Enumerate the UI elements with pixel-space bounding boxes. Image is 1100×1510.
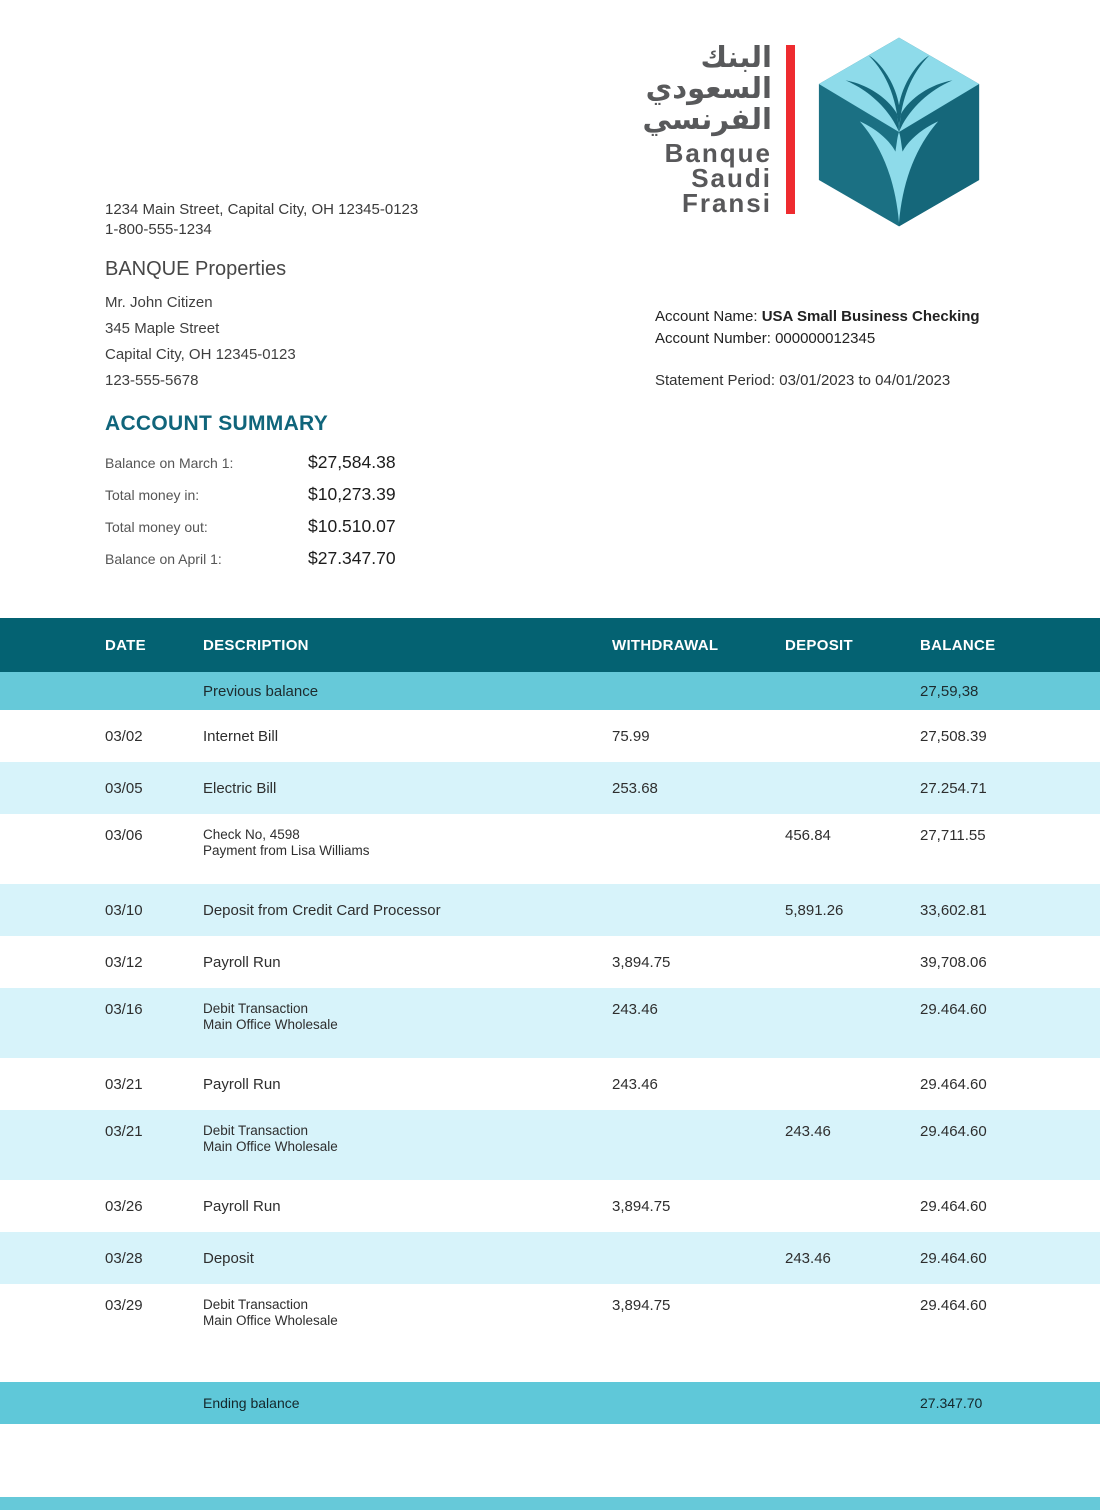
description-line-1: Deposit from Credit Card Processor — [203, 901, 441, 919]
transaction-balance: 39,708.06 — [920, 953, 987, 971]
customer-phone: 123-555-5678 — [105, 372, 199, 389]
description-line-1: Deposit — [203, 1249, 254, 1267]
description-line-2: Main Office Wholesale — [203, 1017, 338, 1032]
column-header-description: DESCRIPTION — [203, 636, 309, 654]
transaction-balance: 29.464.60 — [920, 1123, 987, 1140]
transaction-withdrawal: 243.46 — [612, 1001, 658, 1018]
table-row — [0, 1058, 1100, 1110]
summary-label: Balance on March 1: — [105, 455, 234, 471]
transaction-balance: 29.464.60 — [920, 1075, 987, 1093]
transaction-withdrawal: 3,894.75 — [612, 953, 671, 971]
ending-balance-row — [0, 1382, 1100, 1424]
transaction-description — [203, 827, 612, 859]
summary-value: $10,273.39 — [308, 484, 396, 504]
table-row — [0, 1232, 1100, 1284]
description-line-2: Payment from Lisa Williams — [203, 843, 370, 858]
account-info-block — [655, 306, 980, 392]
transaction-deposit: 243.46 — [785, 1123, 831, 1140]
summary-row — [105, 548, 396, 569]
bank-phone: 1-800-555-1234 — [105, 221, 212, 238]
transaction-description — [203, 902, 612, 919]
table-row — [0, 936, 1100, 988]
transaction-balance: 29.464.60 — [920, 1197, 987, 1215]
arabic-line: الفرنسي — [642, 102, 772, 136]
transaction-date: 03/16 — [105, 1001, 143, 1018]
summary-value: $10.510.07 — [308, 516, 396, 536]
column-header-deposit: DEPOSIT — [785, 636, 853, 654]
footer-accent-strip — [0, 1497, 1100, 1510]
customer-company: BANQUE Properties — [105, 258, 287, 280]
summary-label: Total money out: — [105, 519, 208, 535]
previous-balance-row — [0, 672, 1100, 710]
table-row — [0, 884, 1100, 936]
transactions-body — [0, 710, 1100, 1354]
transaction-withdrawal: 3,894.75 — [612, 1297, 671, 1314]
bank-address: 1234 Main Street, Capital City, OH 12345-0123 — [105, 201, 419, 218]
description-line-2: Main Office Wholesale — [203, 1313, 338, 1328]
description-line-1: Internet Bill — [203, 727, 279, 745]
customer-name: Mr. John Citizen — [105, 294, 213, 311]
ending-balance-value: 27.347.70 — [920, 1395, 983, 1411]
transaction-description — [203, 1297, 612, 1329]
transaction-date: 03/06 — [105, 827, 143, 844]
transaction-balance: 29.464.60 — [920, 1297, 987, 1314]
transaction-date: 03/26 — [105, 1197, 143, 1215]
transaction-deposit: 243.46 — [785, 1249, 831, 1267]
table-row — [0, 1284, 1100, 1354]
transaction-description — [203, 1198, 612, 1215]
transaction-withdrawal: 243.46 — [612, 1075, 658, 1093]
transaction-date: 03/21 — [105, 1123, 143, 1140]
bank-logo — [600, 34, 1000, 234]
transaction-date: 03/12 — [105, 953, 143, 971]
account-name-value: USA Small Business Checking — [761, 308, 980, 325]
arabic-wordmark — [643, 42, 772, 135]
transaction-date: 03/28 — [105, 1249, 143, 1267]
transaction-description — [203, 1076, 612, 1093]
transaction-balance: 27,508.39 — [920, 727, 987, 745]
table-row — [0, 1110, 1100, 1180]
latin-line: Fransi — [681, 188, 772, 218]
summary-row — [105, 516, 396, 537]
account-number-label: Account Number: — [655, 330, 771, 347]
description-line-1: Payroll Run — [203, 1197, 281, 1215]
table-header-row — [0, 618, 1100, 672]
description-line-2: Main Office Wholesale — [203, 1139, 338, 1154]
customer-block — [105, 258, 296, 394]
description-line-1: Check No, 4598 — [203, 827, 300, 842]
transaction-description — [203, 1250, 612, 1267]
account-name-row — [655, 306, 980, 328]
column-header-withdrawal: WITHDRAWAL — [612, 636, 719, 654]
transaction-balance: 27,711.55 — [920, 827, 986, 844]
summary-value: $27,584.38 — [308, 452, 396, 472]
arabic-line: البنك — [700, 40, 772, 74]
description-line-1: Debit Transaction — [203, 1297, 309, 1312]
transaction-description — [203, 728, 612, 745]
latin-line: Saudi — [691, 163, 772, 193]
table-row — [0, 988, 1100, 1058]
bank-contact-block — [105, 200, 418, 240]
description-line-1: Debit Transaction — [203, 1123, 309, 1138]
description-line-1: Payroll Run — [203, 1075, 281, 1093]
description-line-1: Electric Bill — [203, 779, 277, 797]
transactions-table — [0, 618, 1100, 1424]
transaction-date: 03/10 — [105, 901, 143, 919]
ending-balance-label: Ending balance — [203, 1395, 300, 1411]
summary-value: $27.347.70 — [308, 548, 396, 568]
transaction-description — [203, 1123, 612, 1155]
account-number-value: 000000012345 — [775, 330, 876, 347]
transaction-date: 03/02 — [105, 727, 143, 745]
transaction-withdrawal: 3,894.75 — [612, 1197, 671, 1215]
transaction-description — [203, 954, 612, 971]
account-name-label: Account Name: — [655, 308, 758, 325]
transaction-date: 03/05 — [105, 779, 143, 797]
transaction-balance: 29.464.60 — [920, 1249, 987, 1267]
transaction-balance: 27.254.71 — [920, 779, 987, 797]
column-header-balance: BALANCE — [920, 636, 996, 654]
red-divider-bar — [786, 45, 795, 214]
previous-balance-label: Previous balance — [203, 682, 319, 700]
account-summary-title: ACCOUNT SUMMARY — [105, 412, 329, 435]
transaction-description — [203, 1001, 612, 1033]
table-row — [0, 814, 1100, 884]
previous-balance-value: 27,59,38 — [920, 682, 979, 700]
table-row — [0, 1180, 1100, 1232]
account-number-row — [655, 328, 980, 350]
customer-street: 345 Maple Street — [105, 320, 220, 337]
latin-line: Banque — [664, 138, 772, 168]
column-header-date: DATE — [105, 636, 146, 654]
table-row — [0, 762, 1100, 814]
transaction-deposit: 5,891.26 — [785, 901, 844, 919]
table-row — [0, 710, 1100, 762]
arabic-line: السعودي — [645, 71, 772, 105]
transaction-description — [203, 780, 612, 797]
summary-row — [105, 452, 396, 473]
transaction-date: 03/29 — [105, 1297, 143, 1314]
summary-label: Balance on April 1: — [105, 551, 222, 567]
account-summary — [105, 412, 396, 580]
transaction-deposit: 456.84 — [785, 827, 831, 844]
logo-wordmark — [643, 42, 772, 216]
summary-label: Total money in: — [105, 487, 200, 503]
bank-cube-logo-icon — [810, 34, 988, 230]
transaction-balance: 33,602.81 — [920, 901, 987, 919]
description-line-1: Payroll Run — [203, 953, 281, 971]
description-line-1: Debit Transaction — [203, 1001, 309, 1016]
transaction-balance: 29.464.60 — [920, 1001, 987, 1018]
latin-wordmark — [643, 138, 772, 218]
transaction-withdrawal: 253.68 — [612, 779, 658, 797]
transaction-date: 03/21 — [105, 1075, 143, 1093]
summary-row — [105, 484, 396, 505]
transaction-withdrawal: 75.99 — [612, 727, 650, 745]
customer-city: Capital City, OH 12345-0123 — [105, 346, 296, 363]
statement-period: Statement Period: 03/01/2023 to 04/01/2023 — [655, 372, 951, 389]
